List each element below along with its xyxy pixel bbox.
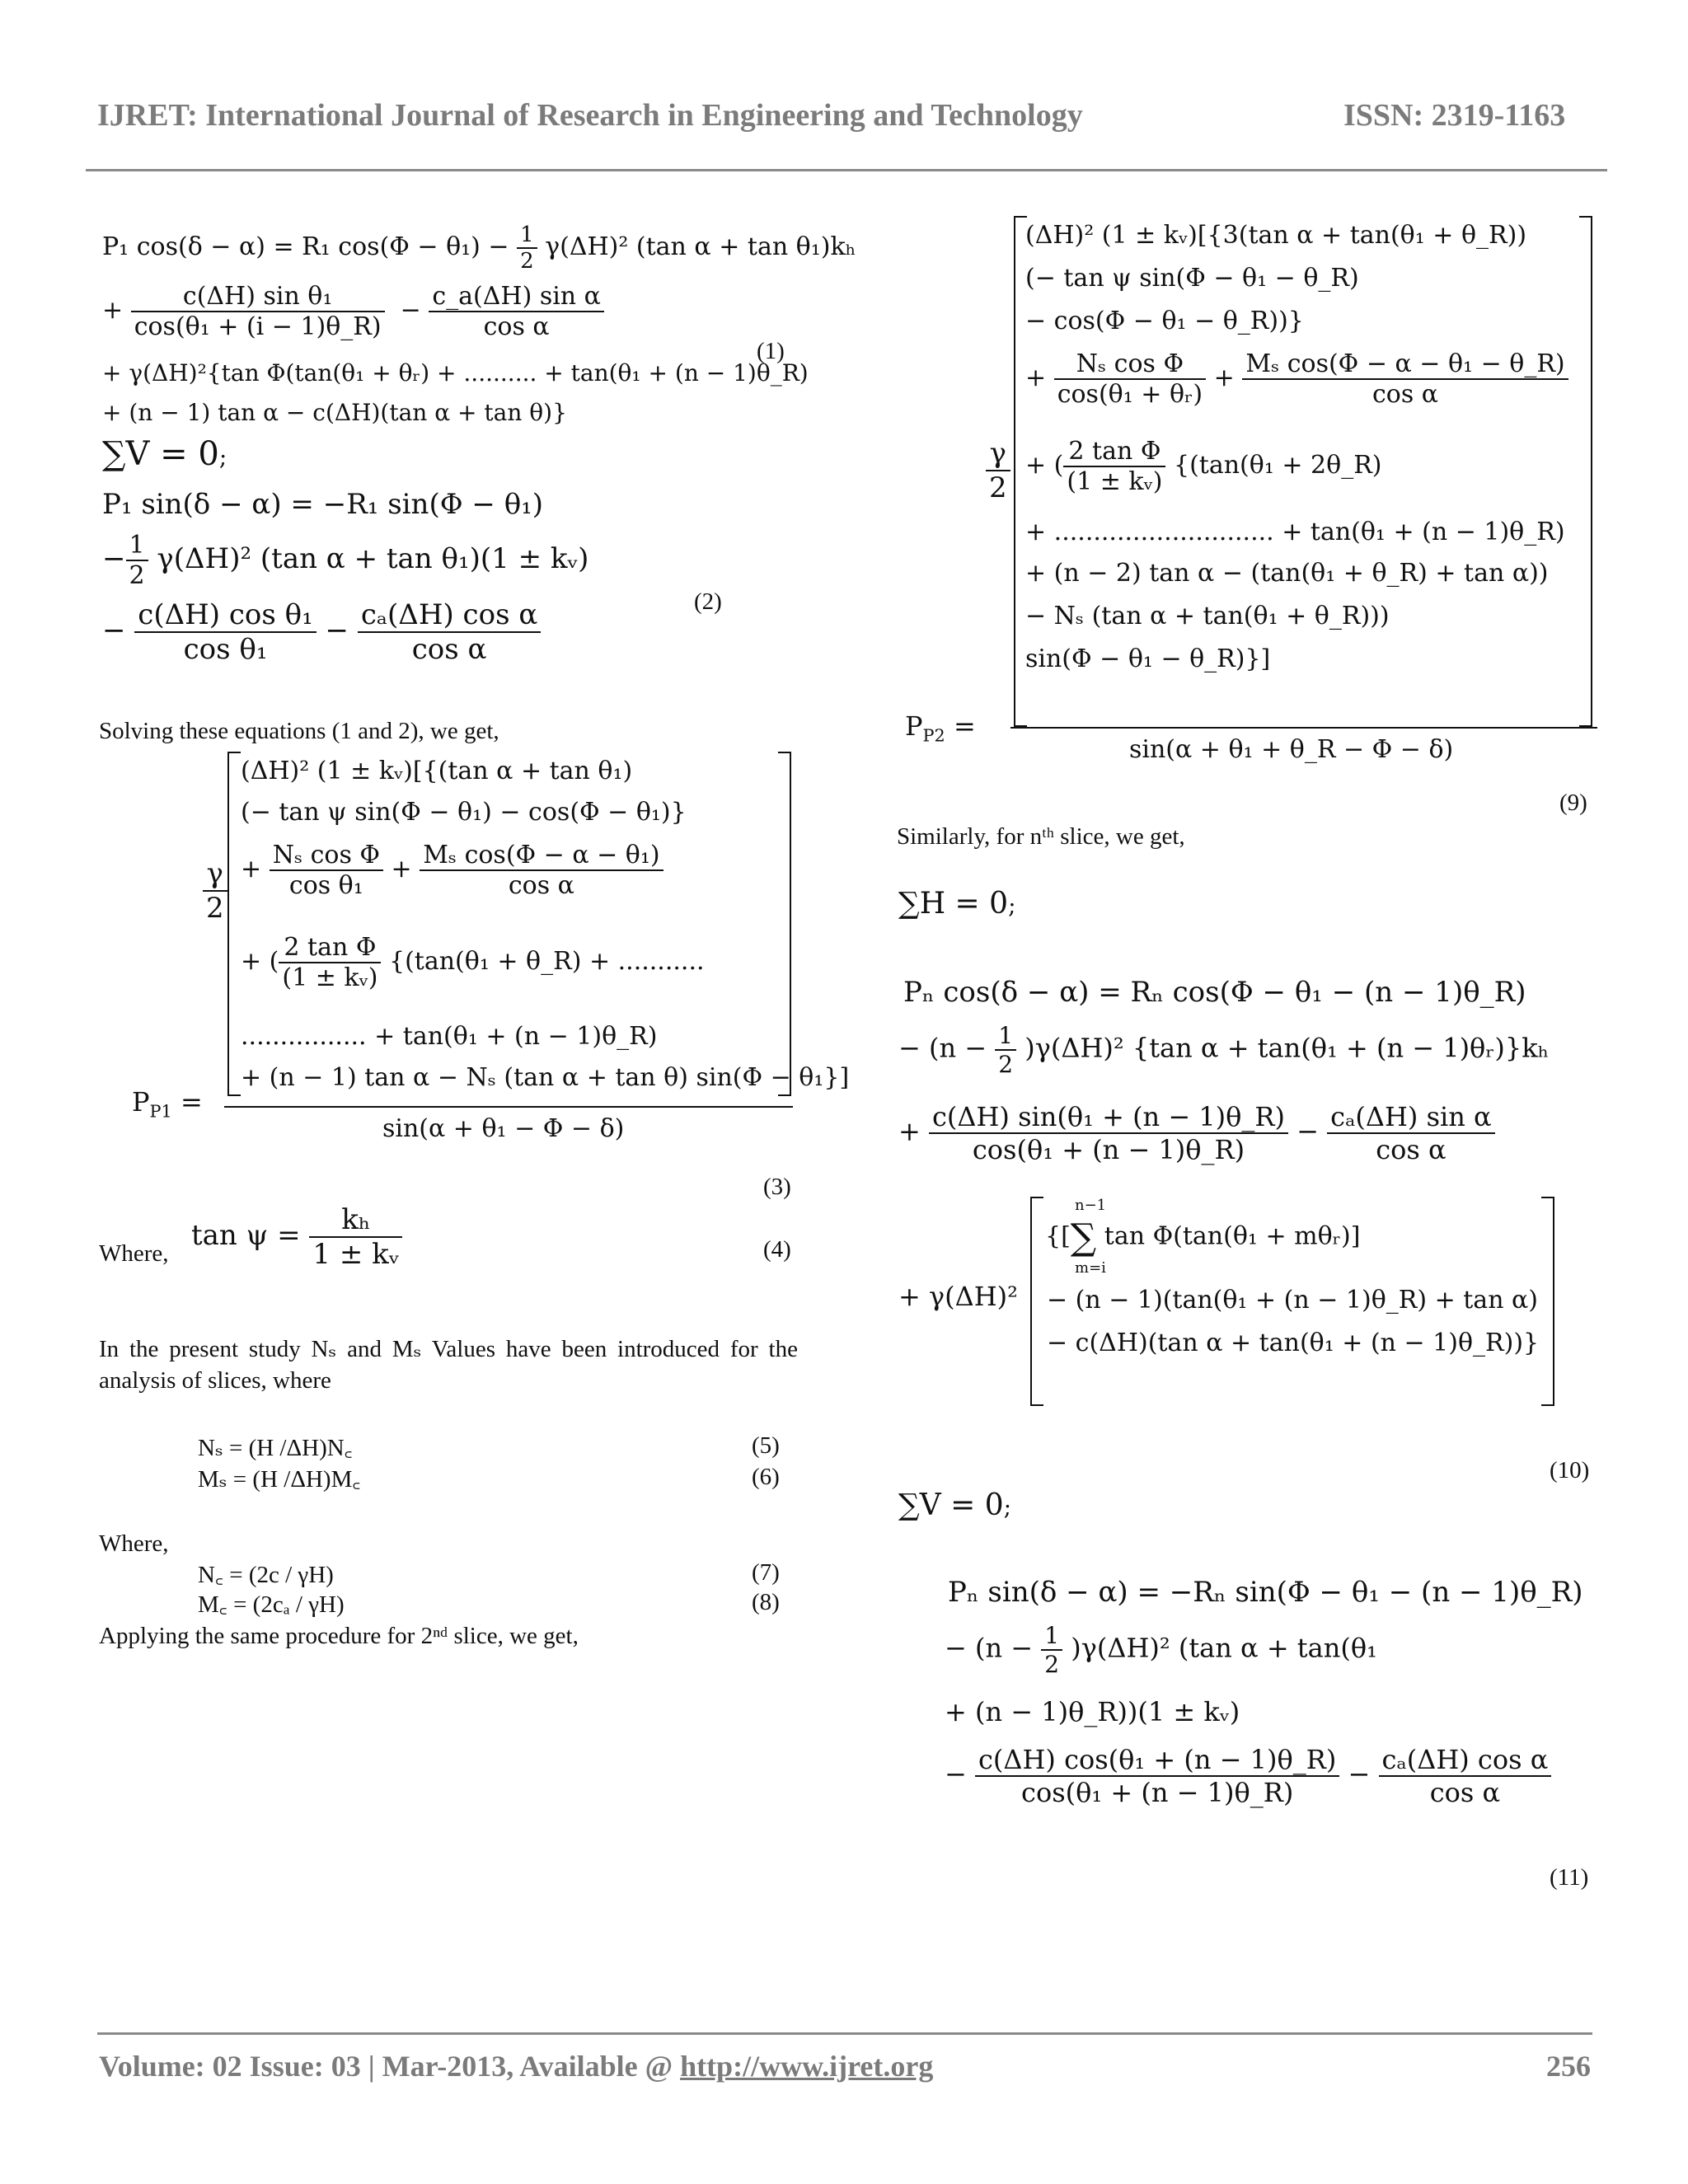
eq1-line4: + (n − 1) tan α − c(ΔH)(tan α + tan θ)} (102, 399, 567, 426)
similarly-text: Similarly, for nᵗʰ slice, we get, (897, 823, 1185, 850)
eq3-row1: (ΔH)² (1 ± kᵥ)[{(tan α + tan θ₁) (241, 757, 633, 785)
eq9-frac-ms-num: Mₛ cos(Φ − α − θ₁ − θ_R) (1242, 349, 1568, 380)
eq10-sigma-icon: ∑ (1070, 1216, 1097, 1258)
sum-v-left: ∑V = 0; (102, 435, 227, 473)
eq11-half: $\frac{1}{2}$ (1041, 1622, 1062, 1678)
eq10-gamma: + γ(ΔH)² (898, 1281, 1018, 1312)
eq3-row5: ................ + tan(θ₁ + (n − 1)θ_R) (241, 1022, 658, 1051)
eq11-frac2-den: cos α (1429, 1777, 1501, 1808)
eq3-number: (3) (763, 1174, 791, 1200)
eq1-line1b: γ(ΔH)² (tan α + tan θ₁)kₕ (545, 232, 856, 261)
eq9-fraction-bar (1010, 727, 1597, 729)
eq3-gamma-half: $\frac{\gamma}{2}$ (203, 857, 227, 925)
eq11-line3: + (n − 1)θ_R))(1 ± kᵥ) (945, 1696, 1240, 1727)
eq3-row6: + (n − 1) tan α − Nₛ (tan α + tan θ) sin(Φ − θ₁}] (241, 1063, 850, 1092)
applying-text: Applying the same procedure for 2ⁿᵈ slice, we get, (99, 1623, 579, 1649)
eq4-frac (309, 1203, 402, 1271)
eq4-lhs: tan ψ = (191, 1219, 301, 1252)
eq10-b2: − (n − 1)(tan(θ₁ + (n − 1)θ_R) + tan α) (1047, 1286, 1539, 1315)
eq3-frac-tan-den: (1 ± kᵥ) (282, 963, 378, 992)
eq10-b1a: {[ (1045, 1221, 1071, 1251)
sum-h-text: ∑H = 0 (898, 887, 1009, 921)
study-paragraph: In the present study Nₛ and Mₛ Values have been introduced for the analysis of slices, where (99, 1336, 798, 1394)
eq3-frac-ns-num: Nₛ cos Φ (270, 841, 383, 871)
eq3-frac-tan-num: 2 tan Φ (279, 933, 381, 963)
eq9-frac-ns (1054, 349, 1206, 409)
eq3-lhs-sub: P1 (149, 1101, 172, 1122)
eq9-gamma-half: $\frac{\gamma}{2}$ (986, 437, 1010, 504)
eq9-denominator: sin(α + θ₁ + θ_R − Φ − δ) (1129, 735, 1454, 764)
eq11-line2a: − (n − (945, 1632, 1034, 1664)
footer-link[interactable]: http://www.ijret.org (680, 2050, 934, 2083)
eq2-frac1-den: cos θ₁ (183, 633, 268, 666)
eq9-row9: sin(Φ − θ₁ − θ_R)}] (1025, 644, 1271, 673)
eq2-frac2-den: cos α (411, 633, 487, 666)
eq9-right-bracket (1579, 216, 1592, 727)
eq10-sum-bot: m=i (1075, 1259, 1106, 1277)
eq10-line2a: − (n − (898, 1032, 987, 1064)
eq10-sum-top: n−1 (1075, 1197, 1107, 1214)
eq1-number: (1) (757, 338, 785, 364)
eq11-frac1-den: cos(θ₁ + (n − 1)θ_R) (1021, 1777, 1294, 1808)
sum-h: ∑H = 0; (898, 887, 1016, 921)
page-number: 256 (1546, 2050, 1591, 2083)
eq10-frac1-num: c(ΔH) sin(θ₁ + (n − 1)θ_R) (929, 1101, 1288, 1134)
eq3-frac-ns (270, 841, 383, 900)
eq4-num: kₕ (309, 1203, 402, 1238)
eq2-line2: γ(ΔH)² (tan α + tan θ₁)(1 ± kᵥ) (157, 542, 589, 575)
sum-v-right-text: ∑V = 0 (898, 1488, 1004, 1522)
eq3-left-bracket (227, 752, 241, 1096)
eq2-frac2-num: cₐ(ΔH) cos α (358, 598, 541, 633)
eq2-frac1 (134, 598, 316, 666)
eq10-frac1-den: cos(θ₁ + (n − 1)θ_R) (972, 1134, 1245, 1165)
footer-info (99, 2049, 933, 2083)
eq9-row5-rest: {(tan(θ₁ + 2θ_R) (1174, 451, 1382, 480)
eq10-frac2-den: cos α (1376, 1134, 1447, 1165)
eq1-line3: + γ(ΔH)²{tan Φ(tan(θ₁ + θᵣ) + .......... + tan(θ₁ + (n − 1)θ_R) (102, 359, 809, 387)
eq3-lhs: $P_{P1}$ = (132, 1086, 203, 1122)
sum-v-right: ∑V = 0; (898, 1488, 1012, 1522)
eq11-frac2 (1379, 1744, 1552, 1808)
eq10-line1: Pₙ cos(δ − α) = Rₙ cos(Φ − θ₁ − (n − 1)θ_R) (903, 976, 1526, 1009)
eq9-row7: + (n − 2) tan α − (tan(θ₁ + θ_R) + tan α)) (1025, 559, 1549, 588)
eq9-frac-tan-den: (1 ± kᵥ) (1067, 467, 1163, 496)
eq9-lhs-p: P (905, 710, 923, 742)
eq3-right-bracket (778, 752, 791, 1096)
eq3-frac-tan (279, 933, 381, 992)
eq1-frac1 (131, 282, 385, 341)
eq2-number: (2) (694, 588, 722, 615)
eq2-frac2 (358, 598, 541, 666)
eq11-frac1-num: c(ΔH) cos(θ₁ + (n − 1)θ_R) (975, 1744, 1339, 1777)
eq9-row6: + ............................ + tan(θ₁ + (n − 1)θ_R) (1025, 518, 1565, 546)
eq4-number: (4) (763, 1236, 791, 1263)
eq8-text: M꜀ = (2cₐ / γH) (198, 1591, 345, 1618)
eq6-number: (6) (752, 1464, 780, 1490)
eq1-frac1-den: cos(θ₁ + (i − 1)θ_R) (134, 312, 382, 341)
eq9-frac-ms (1242, 349, 1568, 409)
eq7-text: N꜀ = (2c / γH) (198, 1562, 334, 1588)
eq9-frac-tan (1063, 437, 1165, 496)
eq3-frac-ms (420, 841, 663, 900)
eq10-frac1 (929, 1101, 1288, 1165)
eq11-frac1 (975, 1744, 1339, 1808)
eq1-half-fraction: $\frac{1}{2}$ (517, 223, 537, 274)
eq10-b3: − c(ΔH)(tan α + tan(θ₁ + (n − 1)θ_R))} (1047, 1329, 1540, 1357)
eq10-left-bracket (1030, 1197, 1043, 1406)
eq11-number: (11) (1550, 1864, 1589, 1891)
eq9-row8: − Nₛ (tan α + tan(θ₁ + θ_R))) (1025, 602, 1390, 630)
journal-title: IJRET: International Journal of Research in Engineering and Technology (97, 98, 1083, 133)
eq11-line2b: )γ(ΔH)² (tan α + tan(θ₁ (1071, 1632, 1377, 1664)
sum-v-left-text: ∑V = 0 (102, 435, 219, 473)
eq3-lhs-p: P (132, 1086, 150, 1118)
eq10-right-bracket (1541, 1197, 1554, 1406)
eq10-frac2-num: cₐ(ΔH) sin α (1327, 1101, 1494, 1134)
eq3-frac-ns-den: cos θ₁ (288, 871, 363, 900)
eq3-row2: (− tan ψ sin(Φ − θ₁) − cos(Φ − θ₁)} (241, 798, 687, 827)
eq3-denominator: sin(α + θ₁ − Φ − δ) (382, 1114, 625, 1143)
footer-text: Volume: 02 Issue: 03 | Mar-2013, Available @ (99, 2050, 681, 2083)
eq11-frac2-num: cₐ(ΔH) cos α (1379, 1744, 1552, 1777)
eq4-den: 1 ± kᵥ (312, 1238, 400, 1271)
eq10-half: $\frac{1}{2}$ (995, 1022, 1016, 1078)
eq6-text: Mₛ = (H /ΔH)M꜀ (198, 1466, 361, 1493)
eq3-frac-ms-den: cos α (508, 871, 574, 900)
header-rule (86, 169, 1607, 171)
eq10-frac2 (1327, 1101, 1494, 1165)
footer-rule (97, 2032, 1592, 2035)
eq9-lhs: $P_{P2}$ = (905, 710, 976, 746)
eq11-line1: Pₙ sin(δ − α) = −Rₙ sin(Φ − θ₁ − (n − 1)θ_R) (948, 1576, 1583, 1609)
eq8-number: (8) (752, 1589, 780, 1615)
eq7-number: (7) (752, 1559, 780, 1586)
eq1-line1a: P₁ cos(δ − α) = R₁ cos(Φ − θ₁) − (102, 232, 509, 261)
eq10-line2b: )γ(ΔH)² {tan α + tan(θ₁ + (n − 1)θᵣ)}kₕ (1025, 1032, 1550, 1064)
eq2-line1: P₁ sin(δ − α) = −R₁ sin(Φ − θ₁) (102, 488, 544, 521)
eq9-row2: (− tan ψ sin(Φ − θ₁ − θ_R) (1025, 264, 1359, 293)
where-label-2: Where, (99, 1530, 169, 1557)
issn-label: ISSN: 2319-1163 (1343, 98, 1566, 133)
eq9-lhs-sub: P2 (922, 725, 945, 746)
eq9-row1: (ΔH)² (1 ± kᵥ)[{3(tan α + tan(θ₁ + θ_R)) (1025, 221, 1527, 250)
eq3-frac-ms-num: Mₛ cos(Φ − α − θ₁) (420, 841, 663, 871)
eq9-frac-tan-num: 2 tan Φ (1063, 437, 1165, 467)
eq3-row4-rest: {(tan(θ₁ + θ_R) + ........... (389, 947, 705, 976)
eq9-frac-ns-num: Nₛ cos Φ (1054, 349, 1206, 380)
eq2-frac1-num: c(ΔH) cos θ₁ (134, 598, 316, 633)
eq2-half: $\frac{1}{2}$ (126, 531, 148, 590)
eq3-fraction-bar (224, 1106, 793, 1108)
eq10-b1b: tan Φ(tan(θ₁ + mθᵣ)] (1104, 1221, 1361, 1251)
eq9-frac-ns-den: cos(θ₁ + θᵣ) (1057, 380, 1203, 409)
eq5-text: Nₛ = (H /ΔH)N꜀ (198, 1435, 353, 1461)
eq10-number: (10) (1550, 1457, 1590, 1483)
eq1-frac2 (429, 282, 604, 341)
eq1-frac2-den: cos α (483, 312, 550, 341)
eq1-frac1-num: c(ΔH) sin θ₁ (131, 282, 385, 312)
eq1-frac2-num: c_a(ΔH) sin α (429, 282, 604, 312)
eq5-number: (5) (752, 1432, 780, 1459)
eq9-number: (9) (1559, 790, 1587, 816)
where-label-1: Where, (99, 1240, 169, 1267)
eq9-row3: − cos(Φ − θ₁ − θ_R))} (1025, 307, 1304, 335)
eq9-frac-ms-den: cos α (1372, 380, 1439, 409)
solving-text: Solving these equations (1 and 2), we get, (99, 718, 499, 744)
